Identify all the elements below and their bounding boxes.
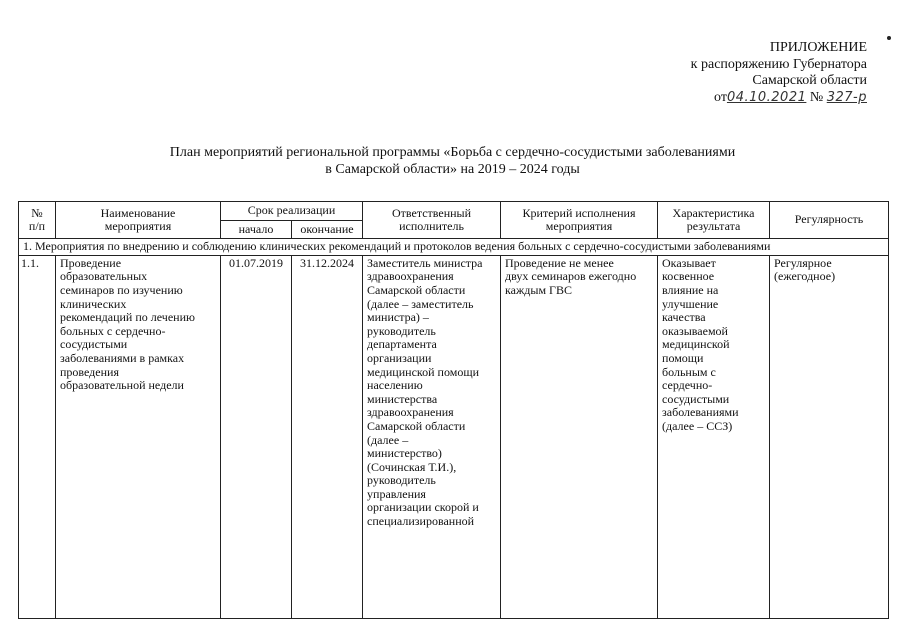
decree-number: 327-р xyxy=(826,89,867,105)
header-term: Срок реализации xyxy=(221,202,363,221)
appendix-date-line xyxy=(691,90,867,107)
header-name: Наименование мероприятия xyxy=(56,202,221,239)
title-line-2: в Самарской области» на 2019 – 2024 годы xyxy=(325,161,580,177)
appendix-region-line: Самарской области xyxy=(752,73,867,88)
header-row xyxy=(19,202,889,221)
number-prefix: № xyxy=(809,89,824,105)
section-title: 1. Мероприятия по внедрению и соблюдению клинических рекомендаций и протоколов ведения больных с сердечно-сосудистыми заболеваниями xyxy=(19,239,889,256)
row-executor: Заместитель министра здравоохранения Самарской области (далее – заместитель министра) – руководитель департамента организации медицинской помощи населению министерства здравоохранения Самарской области (далее – министерство) (Сочинская Т.И.), руководитель управления организации скорой и специализированной xyxy=(363,255,501,618)
decree-date: 04.10.2021 xyxy=(726,89,807,105)
header-start: начало xyxy=(221,220,292,239)
row-end: 31.12.2024 xyxy=(292,255,363,618)
header-executor: Ответственный исполнитель xyxy=(363,202,501,239)
row-criterion: Проведение не менее двух семинаров ежегодно каждым ГВС xyxy=(501,255,658,618)
margin-mark xyxy=(887,36,891,40)
appendix-block xyxy=(691,40,867,106)
row-name: Проведение образовательных семинаров по изучению клинических рекомендаций по лечению больных с сердечно- сосудистыми заболеваниями в рамках проведения образовательной недели xyxy=(56,255,221,618)
header-num: № п/п xyxy=(19,202,56,239)
row-start: 01.07.2019 xyxy=(221,255,292,618)
header-result: Характеристика результата xyxy=(658,202,770,239)
header-criterion: Критерий исполнения мероприятия xyxy=(501,202,658,239)
appendix-decree-line: к распоряжению Губернатора xyxy=(690,56,867,72)
document-title xyxy=(0,145,905,178)
title-line-1: План мероприятий региональной программы «Борьба с сердечно-сосудистыми заболеваниями xyxy=(169,145,736,160)
row-num: 1.1. xyxy=(19,255,56,618)
table-row xyxy=(19,255,889,618)
appendix-title: ПРИЛОЖЕНИЕ xyxy=(769,40,867,55)
row-regularity: Регулярное (ежегодное) xyxy=(770,255,889,618)
header-end: окончание xyxy=(292,220,363,239)
header-regularity: Регулярность xyxy=(770,202,889,239)
date-prefix: от xyxy=(714,89,727,105)
section-row xyxy=(19,239,889,256)
plan-table xyxy=(18,201,889,619)
row-result: Оказывает косвенное влияние на улучшение качества оказываемой медицинской помощи больным с сердечно- сосудистыми заболеваниями (далее – ССЗ) xyxy=(658,255,770,618)
